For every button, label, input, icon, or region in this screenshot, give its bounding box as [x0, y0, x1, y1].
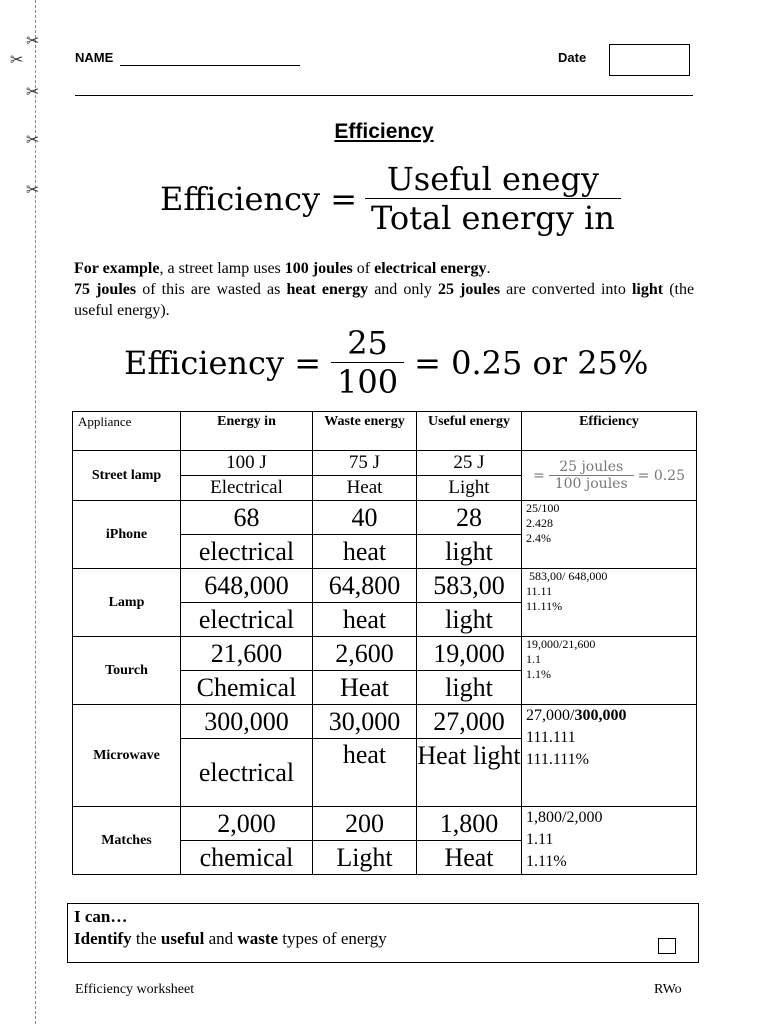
i-can-text: Identify: [74, 929, 132, 948]
table-row: [73, 637, 697, 671]
efficiency-line: [526, 705, 696, 727]
waste-value: 64,800: [313, 569, 417, 603]
efficiency-cell: [522, 807, 697, 875]
waste-value: 200: [313, 807, 417, 841]
appliance-name: Matches: [73, 807, 181, 875]
footer-right: RWo: [654, 982, 682, 997]
efficiency-line: 2.4%: [526, 531, 551, 545]
i-can-text: the: [131, 929, 161, 948]
efficiency-line: 11.11%: [526, 599, 563, 613]
example-text: 25 joules: [437, 281, 501, 298]
efficiency-line-text: 27,000/: [526, 707, 575, 724]
useful-type: Heat: [417, 841, 522, 875]
efficiency-line: 1.1%: [526, 667, 551, 681]
efficiency-result: = 0.25: [637, 467, 685, 484]
waste-type: Heat: [313, 671, 417, 705]
waste-value: 30,000: [313, 705, 417, 739]
example-text: electrical energy: [374, 260, 487, 277]
i-can-text: and: [204, 929, 238, 948]
header-divider: [75, 95, 693, 96]
example-text: light: [631, 281, 664, 298]
table-row: [73, 569, 697, 603]
appliance-name: Microwave: [73, 705, 181, 807]
useful-value: 19,000: [417, 637, 522, 671]
useful-value: 25 J: [417, 451, 522, 476]
energy-in-value: 2,000: [181, 807, 313, 841]
checkbox[interactable]: [658, 938, 676, 954]
energy-in-type: Electrical: [181, 476, 313, 501]
energy-in-type: Chemical: [181, 671, 313, 705]
efficiency-line: 1.11: [526, 831, 554, 848]
example-text: For example: [74, 260, 160, 277]
example-text: 100 joules: [284, 260, 353, 277]
scissors-icon: ✂: [10, 50, 24, 69]
formula-lhs: Efficiency =: [160, 179, 358, 218]
header-efficiency: Efficiency: [522, 412, 697, 451]
cut-line: [35, 0, 36, 1024]
example-text: .: [486, 260, 491, 277]
i-can-text: waste: [237, 929, 279, 948]
header-energy-in: Energy in: [181, 412, 313, 451]
table-header-row: [73, 412, 697, 451]
formula-numerator: Useful enegy: [386, 160, 600, 198]
page-title: Efficiency: [334, 120, 434, 143]
useful-type: light: [417, 535, 522, 569]
useful-type: light: [417, 671, 522, 705]
efficiency-formula-small: [522, 459, 696, 492]
scissors-icon: ✂: [26, 130, 40, 149]
efficiency-line: 19,000/21,600: [526, 637, 596, 651]
waste-type: heat: [313, 535, 417, 569]
energy-in-type: electrical: [181, 535, 313, 569]
i-can-text: types of energy: [278, 929, 387, 948]
formula-fraction: [365, 160, 621, 237]
efficiency-cell: [522, 451, 697, 501]
efficiency-line: 583,00/ 648,000: [526, 569, 608, 583]
i-can-title: I can…: [74, 907, 128, 926]
table-row: [73, 501, 697, 535]
waste-type: Heat: [313, 476, 417, 501]
useful-value: 27,000: [417, 705, 522, 739]
energy-in-value: 648,000: [181, 569, 313, 603]
efficiency-cell: [522, 501, 697, 569]
example-text: , a street lamp uses: [159, 260, 285, 277]
efficiency-denominator: 100 joules: [549, 475, 634, 492]
appliance-name: iPhone: [73, 501, 181, 569]
waste-type: Light: [313, 841, 417, 875]
scissors-icon: ✂: [26, 82, 40, 101]
i-can-text: useful: [160, 929, 205, 948]
waste-value: 75 J: [313, 451, 417, 476]
energy-in-value: 21,600: [181, 637, 313, 671]
appliance-name: Street lamp: [73, 451, 181, 501]
example-formula-rhs: = 0.25 or 25%: [414, 343, 649, 382]
example-formula-numerator: 25: [347, 324, 388, 362]
example-line-2: [74, 279, 694, 321]
useful-value: 1,800: [417, 807, 522, 841]
efficiency-line: 1.11%: [526, 853, 567, 870]
useful-type: Heat light: [417, 739, 522, 807]
energy-in-type: electrical: [181, 739, 313, 807]
example-text: heat energy: [286, 281, 369, 298]
efficiency-line: 11.11: [526, 584, 553, 598]
example-text: are converted into: [500, 281, 632, 298]
efficiency-cell: [522, 637, 697, 705]
example-text: of: [352, 260, 375, 277]
formula-denominator: Total energy in: [365, 198, 621, 237]
table-row: [73, 705, 697, 739]
example-text: (the useful energy).: [74, 281, 695, 319]
waste-type: heat: [313, 603, 417, 637]
energy-in-value: 100 J: [181, 451, 313, 476]
efficiency-numerator: 25 joules: [559, 459, 624, 475]
header-appliance: Appliance: [73, 412, 181, 451]
example-text: 75 joules: [74, 281, 137, 298]
header-waste: Waste energy: [313, 412, 417, 451]
example-text: of this are wasted as: [136, 281, 287, 298]
name-field[interactable]: [120, 65, 300, 66]
waste-type: heat: [313, 739, 417, 807]
appliance-name: Tourch: [73, 637, 181, 705]
efficiency-table: [72, 411, 697, 875]
energy-in-type: chemical: [181, 841, 313, 875]
efficiency-cell: [522, 705, 697, 807]
scissors-icon: ✂: [26, 180, 40, 199]
efficiency-line: 1.1: [526, 652, 541, 666]
header-useful: Useful energy: [417, 412, 522, 451]
example-paragraph: [74, 258, 694, 321]
table-row: [73, 451, 697, 476]
efficiency-line: 111.111: [526, 729, 576, 746]
i-can-statement: [74, 928, 692, 950]
name-label: NAME: [75, 50, 114, 65]
energy-in-type: electrical: [181, 603, 313, 637]
table-row: [73, 807, 697, 841]
example-line-1: [74, 258, 694, 279]
efficiency-line: 2.428: [526, 516, 553, 530]
useful-type: light: [417, 603, 522, 637]
energy-in-value: 300,000: [181, 705, 313, 739]
footer-left: Efficiency worksheet: [75, 982, 195, 997]
efficiency-formula: [160, 160, 621, 237]
eq-sign: =: [533, 467, 545, 484]
date-label: Date: [558, 50, 587, 65]
efficiency-line: 1,800/2,000: [526, 809, 603, 826]
i-can-box: [67, 903, 699, 963]
useful-value: 28: [417, 501, 522, 535]
appliance-name: Lamp: [73, 569, 181, 637]
example-formula-fraction: [331, 324, 404, 401]
efficiency-line: 111.111%: [526, 751, 589, 768]
efficiency-line: 25/100: [526, 501, 560, 515]
efficiency-cell: [522, 569, 697, 637]
waste-value: 2,600: [313, 637, 417, 671]
example-formula-lhs: Efficiency =: [124, 343, 322, 382]
energy-in-value: 68: [181, 501, 313, 535]
date-field[interactable]: [609, 44, 690, 76]
scissors-icon: ✂: [26, 31, 40, 50]
example-formula: [124, 324, 648, 401]
efficiency-line-text: 300,000: [574, 707, 627, 724]
waste-value: 40: [313, 501, 417, 535]
example-text: and only: [368, 281, 438, 298]
useful-value: 583,00: [417, 569, 522, 603]
efficiency-fraction: [549, 459, 634, 492]
example-formula-denominator: 100: [331, 362, 404, 401]
useful-type: Light: [417, 476, 522, 501]
